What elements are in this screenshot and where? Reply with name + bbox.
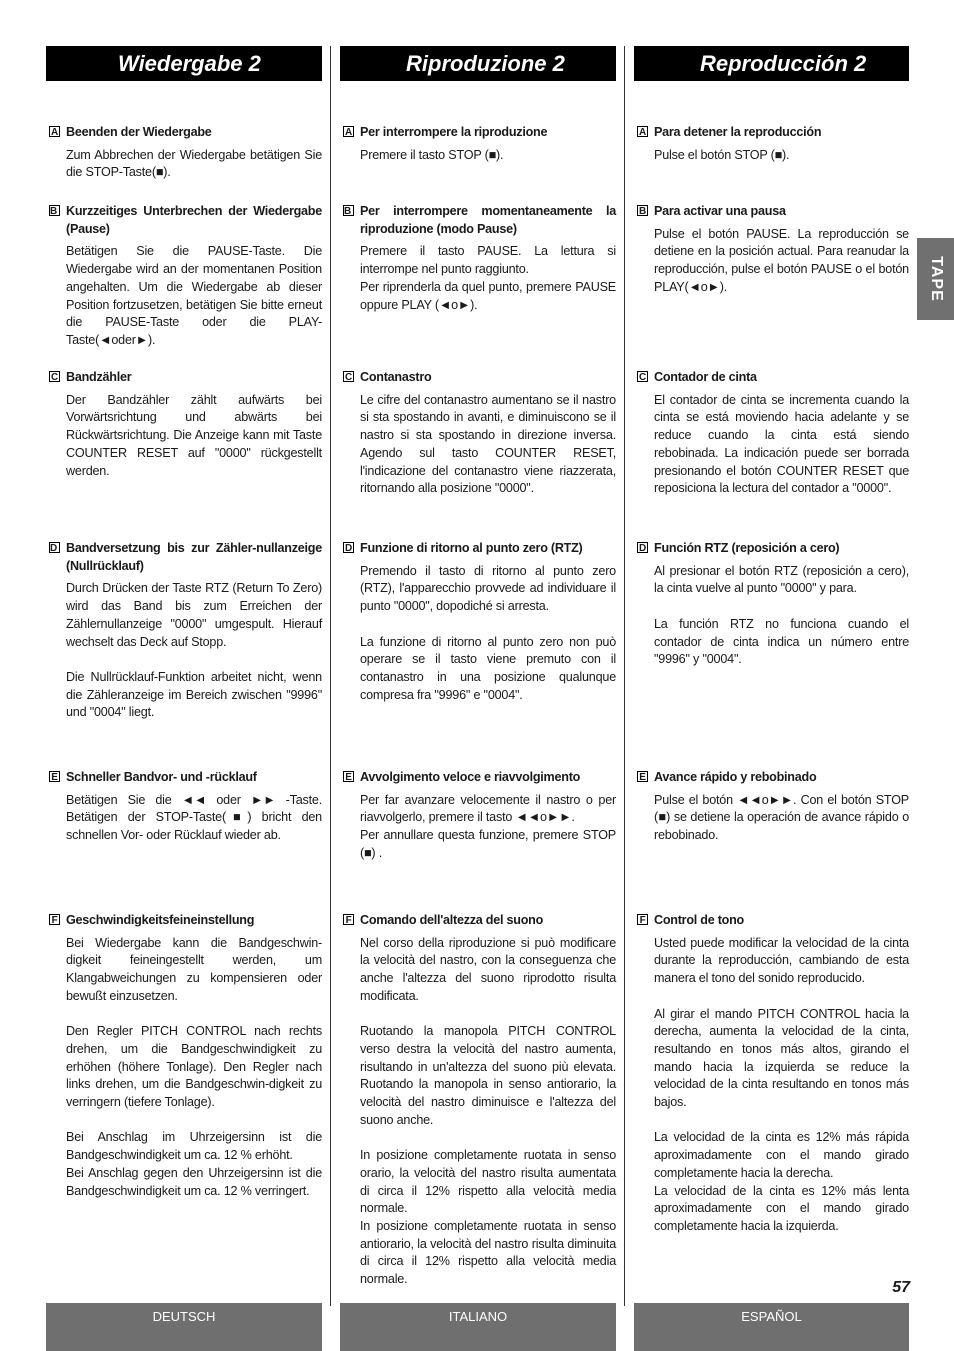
section-title: Kurzzeitiges Unterbrechen der Wiedergabe (Pause) — [66, 204, 322, 236]
section-b — [46, 203, 322, 350]
section-c — [340, 369, 616, 498]
section-f — [46, 912, 322, 1200]
section-f — [340, 912, 616, 1289]
section-title: Per interrompere la riproduzione — [360, 125, 548, 139]
section-body: Premere il tasto PAUSE. La lettura si interrompe nel punto raggiunto. Per riprenderla da quel punto, premere PAUSE oppure PLAY (◄o►). — [360, 244, 616, 312]
section-letter: D — [343, 542, 354, 553]
section-title: Contanastro — [360, 370, 432, 384]
section-body: Premere il tasto STOP (■). — [360, 147, 504, 162]
section-e — [340, 769, 616, 863]
section-body: El contador de cinta se incrementa cuando la cinta se está moviendo hacia adelante y se reduce cuando la cinta está siendo rebobinada. La indicación puede ser borrada presionando el botón COUNTER RESET que reposiciona la lectura del contador a "0000". — [654, 392, 909, 496]
section-title: Funzione di ritorno al punto zero (RTZ) — [360, 541, 583, 555]
section-body: Nel corso della riproduzione si può modificare la velocità del nastro, con la conseguenza che anche l'altezza del suono riprodotto risulta modificata. Ruotando la manopola PITCH CONTROL verso destra la velocità del nastro aumenta, risultando in un'altezza del suono più elevata. Ruotando la manopola in senso antiorario, la velocità del nastro diminuisce e l'altezza del suono anche. In posizione completamente ruotata in senso orario, la velocità del nastro risulta aumentata di circa il 12% rispetto alla velocità media normale. In posizione completamente ruotata in senso antiorario, la velocità del nastro risulta diminuita di circa il 12% rispetto alla velocità media normale. — [360, 935, 616, 1287]
section-title: Bandversetzung bis zur Zähler-nullanzeige (Nullrücklauf) — [66, 541, 322, 573]
section-letter: B — [49, 205, 60, 216]
section-title: Control de tono — [654, 913, 744, 927]
section-letter: E — [49, 771, 60, 782]
section-letter: F — [343, 914, 354, 925]
section-e — [634, 769, 909, 845]
section-d — [340, 540, 616, 704]
section-a — [340, 124, 616, 164]
section-letter: E — [343, 771, 354, 782]
section-title: Para detener la reproducción — [654, 125, 822, 139]
section-title: Geschwindigkeitsfeineinstellung — [66, 913, 255, 927]
section-d — [46, 540, 322, 722]
section-letter: F — [49, 914, 60, 925]
section-b — [634, 203, 909, 297]
section-f — [634, 912, 909, 1236]
section-body: Bei Wiedergabe kann die Bandgeschwin-digkeit feineingestellt werden, um Klangabweichungen zu kompensieren oder bewußt einzusetzen. Den Regler PITCH CONTROL nach rechts drehen, um die Bandgeschwindigkeit zu erhöhen (höhere Tonlage). Den Regler nach links drehen, um die Bandgeschwin-digkeit zu verringern (tiefere Tonlage). Bei Anschlag im Uhrzeigersinn ist die Bandgeschwindigkeit um ca. 12 % erhöht. Bei Anschlag gegen den Uhrzeigersinn ist die Bandgeschwindigkeit um ca. 12 % verringert. — [66, 935, 322, 1198]
section-body: Pulse el botón STOP (■). — [654, 147, 790, 162]
section-body: Premendo il tasto di ritorno al punto zero (RTZ), l'apparecchio provvede ad individuare il punto "0000", dopodiché si arresta. La funzione di ritorno al punto zero non può operare se il tasto viene premuto con il contanastro in una posizione qualunque compresa fra "9996" e "0004". — [360, 563, 616, 702]
section-a — [634, 124, 909, 164]
header-italian — [340, 46, 616, 81]
section-title: Avvolgimento veloce e riavvolgimento — [360, 770, 581, 784]
section-body: Usted puede modificar la velocidad de la cinta durante la reproducción, cambiando de esta manera el tono del sonido reproducido. Al girar el mando PITCH CONTROL hacia la derecha, aumenta la velocidad de la cinta, resultando en tonos más altos, girando el mando hacia la izquierda se reduce la velocidad de la cinta resultando en tonos más bajos. La velocidad de la cinta es 12% más rápida aproximadamente con el mando girado completamente hacia la derecha. La velocidad de la cinta es 12% más lenta aproximadamente con el mando girado completamente hacia la izquierda. — [654, 935, 909, 1233]
section-c — [46, 369, 322, 480]
section-c — [634, 369, 909, 498]
section-b — [340, 203, 616, 314]
section-body: Betätigen Sie die PAUSE-Taste. Die Wiedergabe wird an der momentanen Position angehalten. Um die Wiedergabe ab dieser Position fortzusetzen, betätigen Sie bitte erneut die PAUSE-Taste oder die PLAY-Taste(◄oder►). — [66, 244, 322, 347]
page-number: 57 — [892, 1279, 910, 1296]
section-e — [46, 769, 322, 845]
section-title: Función RTZ (reposición a cero) — [654, 541, 840, 555]
section-body: Pulse el botón PAUSE. La reproducción se detiene en la posición actual. Para reanudar la reproducción, pulse el botón PAUSE o el botón PLAY(◄o►). — [654, 226, 909, 294]
section-title: Para activar una pausa — [654, 204, 786, 218]
section-letter: B — [343, 205, 354, 216]
footer-language-spanish: ESPAÑOL — [634, 1303, 909, 1351]
section-body: Le cifre del contanastro aumentano se il nastro si sta spostando in avanti, e diminuiscono se il nastro si sta spostando in direzione inversa. Agendo sul tasto COUNTER RESET, l'indicazione del contanastro viene riazzerata, ritornando alla posizione "0000". — [360, 392, 616, 496]
section-letter: A — [343, 126, 354, 137]
footer-language-italian: ITALIANO — [340, 1303, 616, 1351]
section-title: Contador de cinta — [654, 370, 757, 384]
side-tab-label: TAPE — [927, 256, 945, 302]
header-title: Reproducción 2 — [700, 51, 867, 76]
column-divider — [330, 46, 331, 1306]
section-body: Per far avanzare velocemente il nastro o per riavvolgerlo, premere il tasto ◄◄o►►. Per annullare questa funzione, premere STOP (■) . — [360, 792, 616, 860]
section-body: Der Bandzähler zählt aufwärts bei Vorwärtsrichtung und abwärts bei Rückwärtsrichtung. Die Anzeige kann mit Taste COUNTER RESET auf "0000" rückgestellt werden. — [66, 392, 322, 478]
section-title: Per interrompere momentaneamente la riproduzione (modo Pause) — [360, 204, 616, 236]
footer-language-german: DEUTSCH — [46, 1303, 322, 1351]
header-title: Wiedergabe 2 — [118, 51, 261, 76]
section-letter: C — [637, 371, 648, 382]
section-letter: E — [637, 771, 648, 782]
section-body: Durch Drücken der Taste RTZ (Return To Zero) wird das Band bis zum Erreichen der Zählernullanzeige "0000" umgespult. Hierauf wechselt das Deck auf Stopp. Die Nullrücklauf-Funktion arbeitet nicht, wenn die Zähleranzeige im Bereich zwischen "9996" und "0004" liegt. — [66, 581, 322, 720]
section-letter: A — [637, 126, 648, 137]
section-title: Schneller Bandvor- und -rücklauf — [66, 770, 257, 784]
header-spanish — [634, 46, 909, 81]
section-letter: A — [49, 126, 60, 137]
section-title: Beenden der Wiedergabe — [66, 125, 212, 139]
header-title: Riproduzione 2 — [406, 51, 565, 76]
section-body: Zum Abbrechen der Wiedergabe betätigen Sie die STOP-Taste(■). — [66, 147, 322, 180]
tape-side-tab — [917, 238, 954, 320]
section-body: Al presionar el botón RTZ (reposición a cero), la cinta vuelve al punto "0000" y para. La función RTZ no funciona cuando el contador de cinta indica un número entre "9996" y "0004". — [654, 563, 909, 667]
section-letter: C — [49, 371, 60, 382]
section-a — [46, 124, 322, 182]
section-letter: D — [637, 542, 648, 553]
section-title: Comando dell'altezza del suono — [360, 913, 544, 927]
column-divider — [624, 46, 625, 1306]
section-letter: C — [343, 371, 354, 382]
section-letter: F — [637, 914, 648, 925]
section-title: Bandzähler — [66, 370, 132, 384]
header-german — [46, 46, 322, 81]
section-body: Pulse el botón ◄◄o►►. Con el botón STOP (■) se detiene la operación de avance rápido o rebobinado. — [654, 792, 909, 843]
section-letter: D — [49, 542, 60, 553]
section-letter: B — [637, 205, 648, 216]
section-d — [634, 540, 909, 669]
section-title: Avance rápido y rebobinado — [654, 770, 817, 784]
section-body: Betätigen Sie die ◄◄ oder ►► -Taste. Betätigen der STOP-Taste(■) bricht den schnellen Vor- oder Rücklauf wieder ab. — [66, 792, 322, 843]
